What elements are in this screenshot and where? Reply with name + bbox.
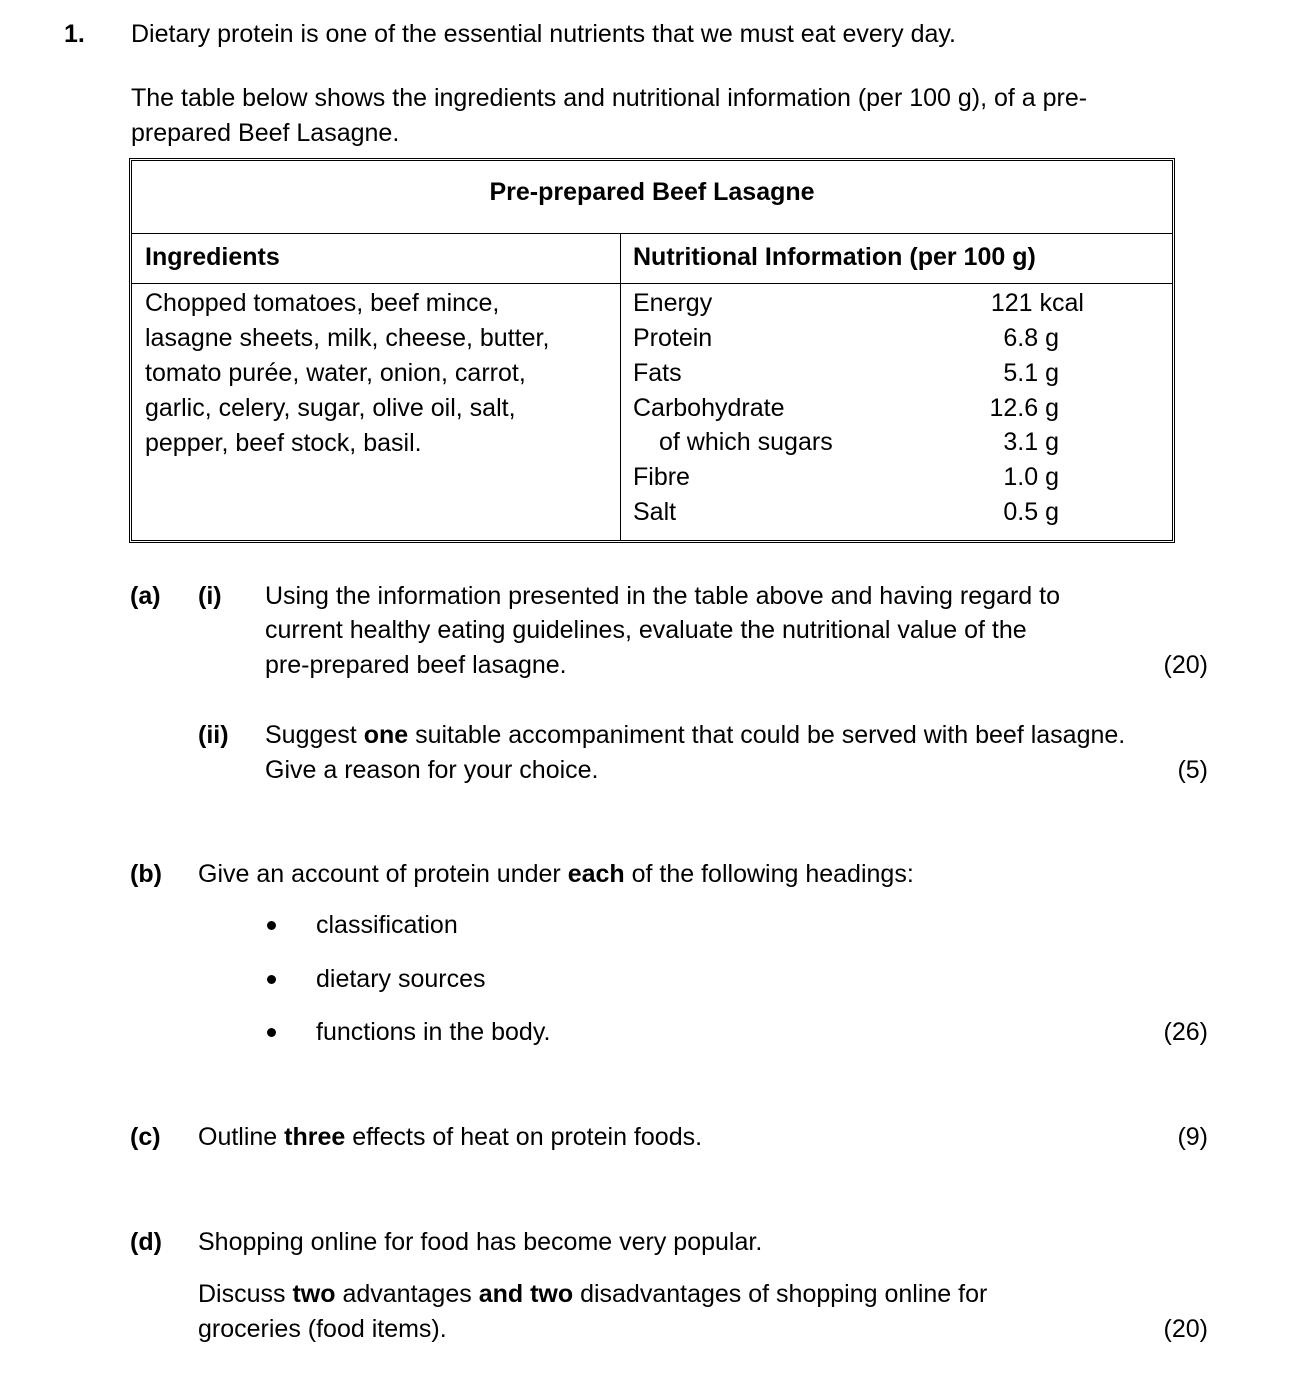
ingredients-line: pepper, beef stock, basil. bbox=[145, 429, 422, 457]
part-a-i-marks: (20) bbox=[1163, 651, 1208, 679]
nutrient-value: 3.1 g bbox=[1003, 428, 1059, 456]
part-a-ii-text bbox=[265, 718, 1125, 753]
part-b-marks: (26) bbox=[1163, 1018, 1208, 1046]
nutrient-value: 6.8 g bbox=[1003, 324, 1059, 352]
part-d-label: (d) bbox=[130, 1228, 162, 1256]
text-run: advantages bbox=[335, 1280, 479, 1308]
bullet-icon bbox=[267, 1028, 276, 1037]
nutrient-name: Protein bbox=[633, 324, 713, 352]
text-run: Suggest bbox=[265, 721, 364, 749]
nutrient-name: Fibre bbox=[633, 463, 690, 491]
nutrient-value: 12.6 g bbox=[989, 394, 1059, 422]
nutrient-name: Salt bbox=[633, 498, 677, 526]
nutrition-row-fats bbox=[633, 356, 1083, 391]
part-d-marks: (20) bbox=[1163, 1315, 1208, 1343]
part-b-text bbox=[198, 857, 914, 892]
part-c-label: (c) bbox=[130, 1123, 161, 1151]
text-run: Give an account of protein under bbox=[198, 860, 568, 888]
nutrient-value: 1.0 g bbox=[1003, 463, 1059, 491]
part-d-text: groceries (food items). bbox=[198, 1315, 447, 1343]
nutrition-row-sugars bbox=[633, 425, 1083, 460]
part-a-ii-label: (ii) bbox=[198, 721, 229, 749]
table-column-divider bbox=[620, 233, 621, 540]
ingredients-line: tomato purée, water, onion, carrot, bbox=[145, 359, 526, 387]
table-divider bbox=[132, 283, 1172, 284]
nutrient-name: Fats bbox=[633, 359, 682, 387]
emphasis: each bbox=[567, 860, 625, 888]
ingredients-header: Ingredients bbox=[145, 243, 280, 271]
ingredients-line: Chopped tomatoes, beef mince, bbox=[145, 289, 500, 317]
nutrition-row-protein bbox=[633, 321, 1083, 356]
part-c-text bbox=[198, 1120, 702, 1155]
bullet-icon bbox=[267, 921, 276, 930]
part-c-marks: (9) bbox=[1177, 1123, 1208, 1151]
part-a-ii-text: Give a reason for your choice. bbox=[265, 756, 599, 784]
nutrition-row-fibre bbox=[633, 460, 1083, 495]
nutrient-name: Carbohydrate bbox=[633, 394, 785, 422]
ingredients-list bbox=[145, 286, 595, 461]
text-run: Discuss bbox=[198, 1280, 293, 1308]
nutrition-row-carbohydrate bbox=[633, 391, 1083, 426]
question-intro: Dietary protein is one of the essential nutrients that we must eat every day. bbox=[131, 20, 956, 48]
part-b-bullet-item: dietary sources bbox=[316, 965, 486, 993]
emphasis: two bbox=[292, 1280, 336, 1308]
text-run: effects of heat on protein foods. bbox=[345, 1123, 703, 1151]
nutrition-row-energy bbox=[633, 286, 1083, 321]
part-d-text: Shopping online for food has become very popular. bbox=[198, 1228, 763, 1256]
emphasis: three bbox=[284, 1123, 346, 1151]
part-a-i-text: Using the information presented in the table above and having regard to bbox=[265, 582, 1060, 610]
text-run: of the following headings: bbox=[624, 860, 914, 888]
nutrition-header: Nutritional Information (per 100 g) bbox=[633, 243, 1036, 271]
nutrition-row-salt bbox=[633, 495, 1083, 530]
part-d-text bbox=[198, 1277, 987, 1312]
nutrient-value: 0.5 g bbox=[1003, 498, 1059, 526]
part-a-i-text: current healthy eating guidelines, evaluate the nutritional value of the bbox=[265, 616, 1027, 644]
text-run: disadvantages of shopping online for bbox=[573, 1280, 988, 1308]
bullet-icon bbox=[267, 975, 276, 984]
emphasis: and two bbox=[478, 1280, 574, 1308]
nutrient-value: 5.1 g bbox=[1003, 359, 1059, 387]
part-a-i-text: pre-prepared beef lasagne. bbox=[265, 651, 567, 679]
nutrient-name: of which sugars bbox=[659, 428, 833, 456]
table-divider bbox=[132, 233, 1172, 234]
part-a-i-label: (i) bbox=[198, 582, 222, 610]
question-number: 1. bbox=[64, 20, 85, 48]
ingredients-line: lasagne sheets, milk, cheese, butter, bbox=[145, 324, 550, 352]
nutrient-value: 121 kcal bbox=[990, 289, 1084, 317]
emphasis: one bbox=[363, 721, 409, 749]
part-b-bullet-item: functions in the body. bbox=[316, 1018, 551, 1046]
question-intro-table: The table below shows the ingredients and nutritional information (per 100 g), of a pre-prepared Beef Lasagne. bbox=[131, 84, 1088, 147]
ingredients-line: garlic, celery, sugar, olive oil, salt, bbox=[145, 394, 516, 422]
table-title: Pre-prepared Beef Lasagne bbox=[489, 178, 815, 206]
part-b-label: (b) bbox=[130, 860, 162, 888]
nutrient-name: Energy bbox=[633, 289, 713, 317]
text-run: Outline bbox=[198, 1123, 285, 1151]
part-b-bullet-item: classification bbox=[316, 911, 458, 939]
part-a-ii-marks: (5) bbox=[1177, 756, 1208, 784]
lasagne-table bbox=[129, 158, 1175, 543]
part-a-label: (a) bbox=[130, 582, 161, 610]
text-run: suitable accompaniment that could be served with beef lasagne. bbox=[408, 721, 1126, 749]
